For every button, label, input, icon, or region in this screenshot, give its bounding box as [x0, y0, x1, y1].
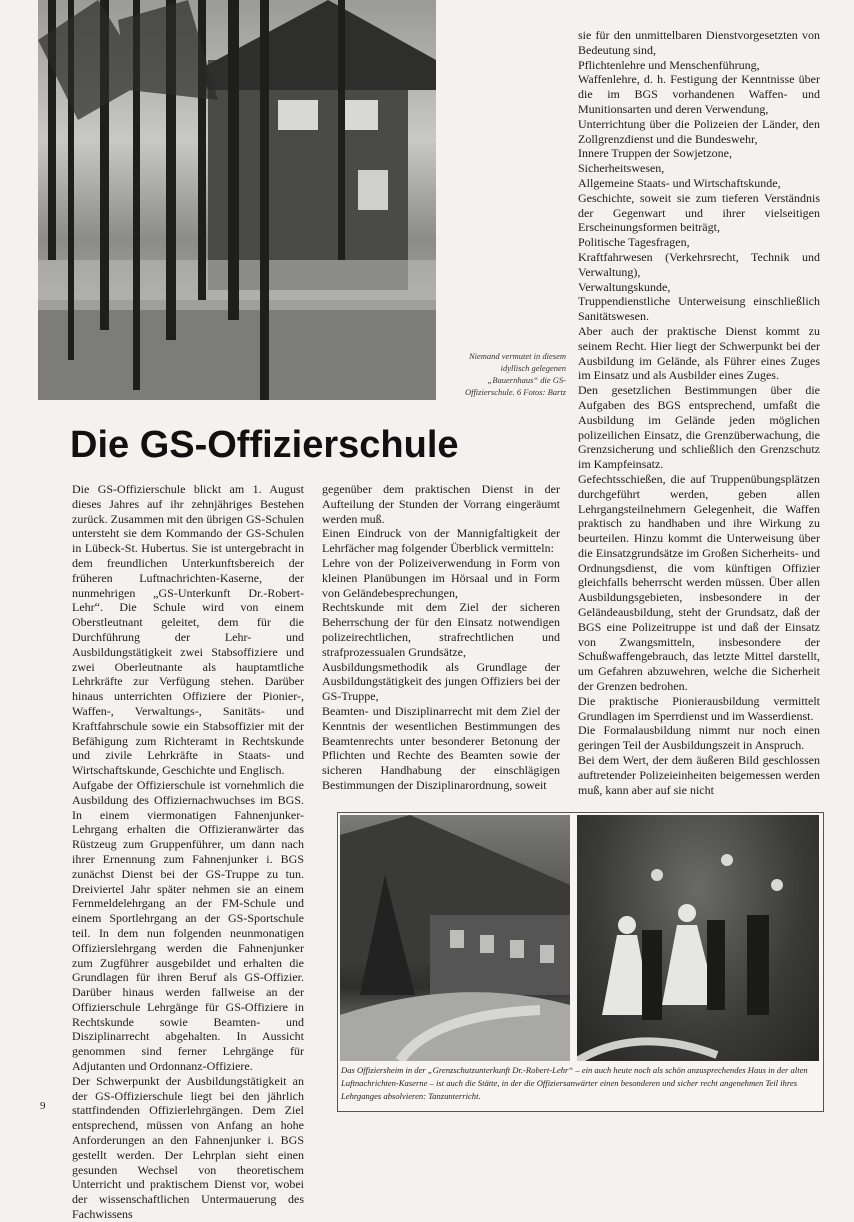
list-item: sie für den unmittelbaren Dienstvorgesetzten von Bedeutung sind,	[578, 28, 820, 57]
top-photo-caption: Niemand vermutet in diesem idyllisch gelegenen „Bauernhaus“ die GS-Offizierschule. 6 Fotos: Bartz	[464, 351, 566, 397]
paragraph: Aufgabe der Offizierschule ist vornehmlich die Ausbildung des Offiziernachwuchses im BGS. In einem viermonatigen Fahnenjunker-Lehrgang erhalten die Offizieranwärter das Rüstzeug zum Gruppenführer, um dann nach ihrer Ernennung zum Fahnenjunker i. BGS zunächst Dienst bei der GS-Truppe zu tun. Dreiviertel Jahr später nehmen sie an einem Fernmeldelehrgang an der FM-Schule und einem Sportlehrgang an der GS-Sportschule teil. In dem nun folgenden neunmonatigen Offizierslehrgang werden die Fahnenjunker zum Zugführer ausgebildet und erhalten die Grundlagen für ihren Beruf als GS-Offizier. Darüber hinaus werden fallweise an der Offizierschule Lehrgänge für GS-Offiziere in Rechtskunde sowie Beamten- und Disziplinarrecht abgehalten. In Aussicht genommen sind ferner Lehrgänge für Adjutanten und Ordonnanz-Offiziere.	[72, 777, 304, 1074]
page-number: 9	[40, 1100, 46, 1112]
forest-house-image	[38, 0, 436, 400]
paragraph: Die Formalausbildung nimmt nur noch einen geringen Teil der Ausbildungszeit in Anspruch.	[578, 723, 820, 753]
list-item: Geschichte, soweit sie zum tieferen Verständnis der Gegenwart und ihrer vielseitigen Erscheinungsformen beiträgt,	[578, 190, 820, 235]
text-column-left	[72, 482, 304, 1222]
photo-officers-mess-building	[340, 815, 570, 1061]
list-item: Rechtskunde mit dem Ziel der sicheren Beherrschung der für den Einsatz notwendigen polizeirechtlichen, strafrechtlichen und strafprozessualen Grundsätze,	[322, 600, 560, 659]
paragraph: gegenüber dem praktischen Dienst in der Aufteilung der Stunden der Vorrang eingeräumt werden muß.	[322, 482, 560, 526]
photo-farmhouse-in-forest	[38, 0, 436, 400]
text-column-right	[578, 28, 820, 797]
photo-dance-lesson	[577, 815, 819, 1061]
list-item: Allgemeine Staats- und Wirtschaftskunde,	[578, 175, 781, 190]
paragraph: Die praktische Pionierausbildung vermittelt Grundlagen im Sperrdienst und im Wasserdienst.	[578, 693, 820, 723]
paragraph: Der Schwerpunkt der Ausbildungstätigkeit an der GS-Offizierschule liegt bei den jährlich stattfindenden Offizierlehrgängen. Dem Ziel entsprechend, müssen von Anfang an hohe Anforderungen an den Fahnenjunker i. BGS gestellt werden. Der Lehrplan sieht einen gesunden Wechsel von theoretischem Unterricht und praktischem Dienst vor, wobei der wissenschaftlichen Untermauerung des Fachwissens	[72, 1073, 304, 1222]
list-item: Waffenlehre, d. h. Festigung der Kenntnisse über die im BGS vorhandenen Waffen- und Munitionsarten und deren Verwendung,	[578, 72, 820, 116]
paragraph: Den gesetzlichen Bestimmungen über die Aufgaben des BGS entsprechend, umfaßt die Ausbildung im Gelände jeden möglichen polizeilichen Einsatz, die Grenzüberwachung, die Grenzsicherung und schließlich den Grenzschutz im Kampfeinsatz.	[578, 383, 820, 472]
list-item: Politische Tagesfragen,	[578, 235, 690, 250]
bottom-photo-caption: Das Offiziersheim in der „Grenzschutzunterkunft Dr.-Robert-Lehr“ – ein auch heute noch als schön anzusprechendes Haus in der alten Luftnachrichten-Kaserne – ist auch die Stätte, in der die Offiziersanwärter einen besonderen und sicher recht angenehmen Teil ihres Lehrganges absolvieren: Tanzunterricht.	[341, 1065, 808, 1101]
list-item: Pflichtenlehre und Menschenführung,	[578, 57, 760, 72]
building-image	[340, 815, 570, 1061]
paragraph: Aber auch der praktische Dienst kommt zu seinem Recht. Hier liegt der Schwerpunkt bei der Ausbildung im Gelände, als Führer eines Zuges im Einsatz und als Ausbilder eines Zuges.	[578, 323, 820, 383]
list-item: Ausbildungsmethodik als Grundlage der Ausbildungstätigkeit des jungen Offiziers bei der GS-Truppe,	[322, 659, 560, 704]
text-column-middle	[322, 482, 560, 793]
list-item: Kraftfahrwesen (Verkehrsrecht, Technik und Verwaltung),	[578, 249, 820, 279]
paragraph: Gefechtsschießen, die auf Truppenübungsplätzen durchgeführt werden, geben allen Lehrgangsteilnehmern Gelegenheit, die Waffen praktisch zu handhaben und ihre Wirkung zu beurteilen. Hinzu kommt die Unterweisung über die Einsatzgrundsätze im Großen Sicherheits- und Ordnungsdienst, die vom künftigen Offizier gleichfalls beherrscht werden müssen. Über allen Ausbildungsgebieten, insbesondere in der Geländeausbildung, steht der Grundsatz, daß der BGS eine Polizeitruppe ist und daß der Einsatz von Zwangsmitteln, insbesondere der Schußwaffengebrauch, das letzte Mittel darstellt, um Gefahren abzuwehren, welche die Sicherheit der Grenzen bedrohen.	[578, 471, 820, 694]
list-item: Truppendienstliche Unterweisung einschließlich Sanitätswesen.	[578, 294, 820, 324]
list-item: Verwaltungskunde,	[578, 279, 671, 294]
paragraph: Bei dem Wert, der dem äußeren Bild geschlossen auftretender Polizeieinheiten beigemessen werden muß, kann aber auf sie nicht	[578, 753, 820, 797]
list-item: Lehre von der Polizeiverwendung in Form von kleinen Planübungen im Hörsaal und in Form von Geländebesprechungen,	[322, 555, 560, 600]
list-item: Innere Truppen der Sowjetzone,	[578, 146, 732, 161]
article-title: Die GS-Offizierschule	[70, 424, 459, 466]
paragraph: Die GS-Offizierschule blickt am 1. August dieses Jahres auf ihr zehnjähriges Bestehen zurück. Zusammen mit den übrigen GS-Schulen untersteht sie dem Kommando der GS-Schulen in Lübeck-St. Hubertus. Sie ist untergebracht in dem freundlichen Unterkunftsbereich der früheren Luftnachrichten-Kaserne, der nunmehrigen „GS-Unterkunft Dr.-Robert-Lehr“. Die Schule wird von einem Oberstleutnant geleitet, dem für die Durchführung der Lehr- und Ausbildungstätigkeit zwei Stabsoffiziere und zwei Oberleutnante als hauptamtliche Lehrkräfte zur Verfügung stehen. Darüber hinaus unterrichten Offiziere der Pionier-, Waffen-, Verwaltungs-, Sanitäts- und Kraftfahrschule sowie ein Stabsoffizier mit der Befähigung zum Richteramt in Rechtskunde und zivile Lehrkräfte in Staats- und Wirtschaftskunde, Geschichte und Englisch.	[72, 482, 304, 778]
list-item: Unterrichtung über die Polizeien der Länder, den Zollgrenzdienst und die Bundeswehr,	[578, 116, 820, 146]
dancers-image	[577, 815, 819, 1061]
list-item: Beamten- und Disziplinarrecht mit dem Ziel der Kenntnis der wesentlichen Bestimmungen des Beamtenrechts unter besonderer Betonung der Pflichten und Rechte des Beamten sowie der sicheren Handhabung der einschlägigen Bestimmungen der Disziplinarordnung, soweit	[322, 703, 560, 792]
paragraph: Einen Eindruck von der Mannigfaltigkeit der Lehrfächer mag folgender Überblick vermitteln:	[322, 526, 560, 556]
list-item: Sicherheitswesen,	[578, 161, 665, 176]
